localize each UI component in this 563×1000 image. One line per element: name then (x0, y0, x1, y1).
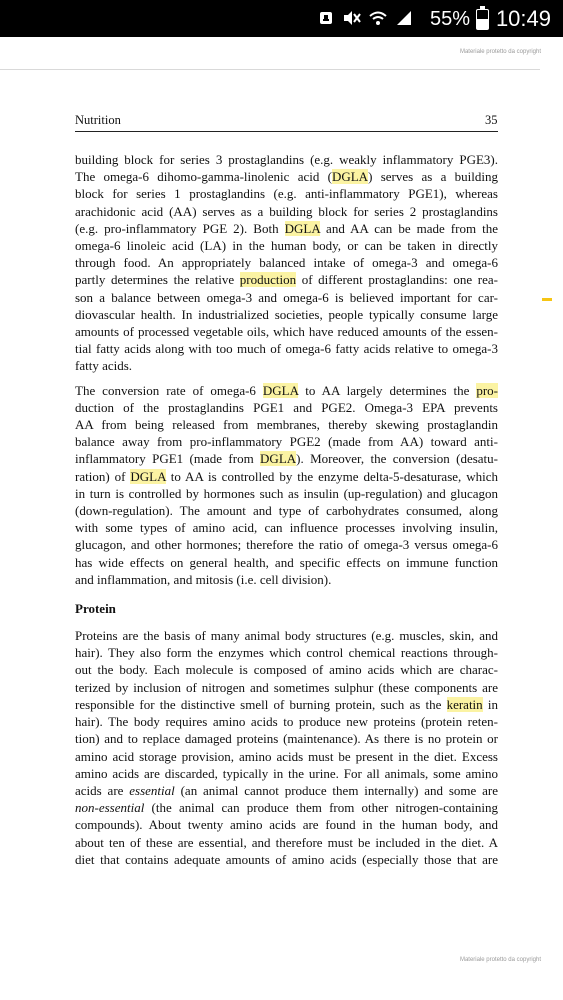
text-line: The omega-6 dihomo-gamma-linolenic acid (DGLA) serves as a building (75, 169, 498, 185)
header-rule (75, 131, 498, 132)
text-line: hair). The body requires amino acids to produce new proteins (protein reten- (75, 714, 498, 730)
signal-icon (395, 9, 413, 27)
text-line: balance away from pro-inflammatory PGE2 (made from AA) toward anti- (75, 434, 498, 450)
highlight-dgla[interactable]: DGLA (262, 382, 299, 398)
text-line: inflammatory PGE1 (made from DGLA). Moreover, the conversion (desatu- (75, 451, 498, 467)
text-line: (down-regulation). The amount and type of carbohydrates consumed, along (75, 503, 498, 519)
text-line: tial fatty acids along with too much of omega-6 fatty acids relative to omega-3 (75, 341, 498, 357)
highlight-dgla[interactable]: DGLA (260, 451, 297, 467)
text-line: with some types of amino acid, can influence processes involving insulin, (75, 520, 498, 536)
divider (0, 69, 540, 70)
text-line: arachidonic acid (AA) serves as a building block for series 2 prostaglandins (75, 203, 498, 219)
status-icons (317, 9, 413, 27)
wifi-icon (369, 9, 387, 27)
text-line: and inflammation, and mitosis (i.e. cell division). (75, 571, 332, 587)
clock: 10:49 (495, 6, 551, 31)
text-line: fatty acids. (75, 358, 133, 374)
text-line: Proteins are the basis of many animal body structures (e.g. muscles, skin, and (75, 628, 498, 644)
page-body (75, 151, 498, 875)
watermark-bottom: Materiale protetto da copyright (459, 957, 541, 963)
battery-percent: 55% (429, 8, 470, 30)
text-line: about ten of these are essential, and therefore must be included in the diet. A (75, 834, 498, 850)
text-line: ration) of DGLA to AA is controlled by the enzyme delta-5-desaturase, which (75, 468, 498, 484)
text-line: tion) and to replace damaged proteins (maintenance). As there is no protein or (75, 731, 498, 747)
term-essential: essential (129, 782, 175, 798)
paragraph-omega-prostaglandins (75, 151, 498, 375)
paragraph-protein (75, 627, 498, 868)
text-line: amino acid storage provision, amino acids must be present in the diet. Excess (75, 748, 498, 764)
highlight-dgla[interactable]: DGLA (284, 220, 321, 236)
text-line: in turn is controlled by hormones such as insulin (up-regulation) and glucagon (75, 485, 498, 501)
running-header-title: Nutrition (75, 113, 121, 127)
text-line: son a balance between omega-3 and omega-6 is believed important for car- (75, 289, 498, 305)
text-line: amounts of processed vegetable oils, which have reduced amounts of the essen- (75, 324, 498, 340)
alarm-icon (317, 9, 335, 27)
highlight-production[interactable]: pro- (476, 382, 498, 398)
term-non-essential: non-essential (75, 800, 145, 816)
mute-icon (343, 9, 361, 27)
text-line: The conversion rate of omega-6 DGLA to AA largely determines the pro- (75, 382, 498, 398)
paragraph-conversion-rate (75, 382, 498, 588)
text-line: diet that contains adequate amounts of amino acids (especially those that are (75, 851, 498, 867)
text-line: terized by inclusion of nitrogen and sometimes sulphur (these components are (75, 679, 498, 695)
text-line: non-essential (the animal can produce them from other nitrogen-containing (75, 800, 498, 816)
text-line: (e.g. pro-inflammatory PGE 2). Both DGLA and AA can be made from the (75, 220, 498, 236)
text-line: glucagon, and other hormones; therefore the ratio of omega-3 versus omega-6 (75, 537, 498, 553)
text-line: block for series 1 prostaglandins (e.g. anti-inflammatory PGE1), whereas (75, 186, 498, 202)
text-line: partly determines the relative production of different prostaglandins: one rea- (75, 272, 498, 288)
text-line: building block for series 3 prostaglandins (e.g. weakly inflammatory PGE3). (75, 152, 498, 167)
text-line: acids are essential (an animal cannot produce them internally) and some are (75, 782, 498, 798)
text-line: hair). They also form the enzymes which control chemical reactions through- (75, 645, 498, 661)
text-line: responsible for the distinctive smell of burning protein, such as the keratin in (75, 696, 498, 712)
section-heading-protein: Protein (75, 601, 116, 617)
text-line: AA from being released from membranes, thereby skewing prostaglandin (75, 417, 498, 433)
text-line: through food. An appropriately balanced intake of omega-3 and omega-6 (75, 255, 498, 271)
watermark-top: Materiale protetto da copyright (459, 49, 541, 55)
text-line: has wide effects on general health, and specific effects on immune function (75, 554, 498, 570)
page-number: 35 (485, 113, 498, 127)
text-line: compounds). About twenty amino acids are found in the human body, and (75, 817, 498, 833)
highlight-dgla[interactable]: DGLA (331, 169, 369, 185)
highlight-keratin[interactable]: keratin (446, 696, 483, 712)
text-line: duction of the prostaglandins PGE1 and PGE2. Omega-3 EPA prevents (75, 399, 498, 415)
battery-icon (476, 9, 489, 30)
scroll-indicator[interactable] (542, 298, 552, 301)
text-line: out the body. Each molecule is composed of amino acids which are charac- (75, 662, 498, 678)
text-line: omega-6 linoleic acid (LA) in the human body, or can be taken in directly (75, 238, 498, 254)
status-bar (0, 0, 563, 37)
text-line: diovascular health. In industrialized societies, people typically consume large (75, 306, 498, 322)
text-line: amino acids are discarded, typically in the urine. For all animals, some amino (75, 765, 498, 781)
highlight-dgla[interactable]: DGLA (130, 468, 166, 484)
highlight-production[interactable]: production (239, 272, 297, 288)
book-page[interactable] (0, 37, 563, 1000)
